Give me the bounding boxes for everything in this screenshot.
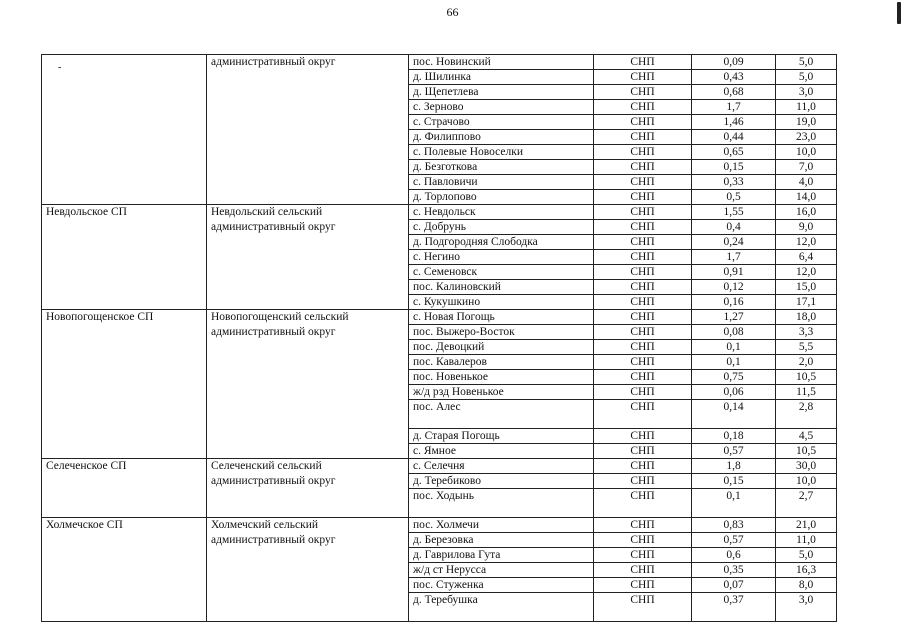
locality-type-cell: СНП xyxy=(594,205,692,220)
area-value-cell: 0,15 xyxy=(692,160,776,175)
distance-value-cell: 5,0 xyxy=(776,548,837,563)
area-value-cell: 0,44 xyxy=(692,130,776,145)
settlement-name-cell: Невдольское СП xyxy=(42,205,207,310)
scan-edge-mark xyxy=(897,2,901,24)
distance-value-cell: 10,0 xyxy=(776,474,837,489)
locality-name-cell: пос. Холмечи xyxy=(409,518,594,533)
locality-name-cell: пос. Алес xyxy=(409,400,594,429)
locality-type-cell: СНП xyxy=(594,548,692,563)
table-row xyxy=(42,55,837,70)
locality-name-cell: пос. Новенькое xyxy=(409,370,594,385)
locality-type-cell: СНП xyxy=(594,310,692,325)
locality-type-cell: СНП xyxy=(594,533,692,548)
area-value-cell: 0,1 xyxy=(692,355,776,370)
distance-value-cell: 14,0 xyxy=(776,190,837,205)
area-value-cell: 0,06 xyxy=(692,385,776,400)
locality-type-cell: СНП xyxy=(594,175,692,190)
locality-type-cell: СНП xyxy=(594,593,692,622)
settlement-name-cell: Селеченское СП xyxy=(42,459,207,518)
area-value-cell: 0,14 xyxy=(692,400,776,429)
distance-value-cell: 10,5 xyxy=(776,444,837,459)
locality-name-cell: д. Березовка xyxy=(409,533,594,548)
area-value-cell: 0,83 xyxy=(692,518,776,533)
locality-type-cell: СНП xyxy=(594,220,692,235)
distance-value-cell: 3,3 xyxy=(776,325,837,340)
locality-name-cell: с. Страчово xyxy=(409,115,594,130)
locality-name-cell: д. Старая Погощь xyxy=(409,429,594,444)
area-value-cell: 1,7 xyxy=(692,100,776,115)
area-value-cell: 0,08 xyxy=(692,325,776,340)
locality-name-cell: д. Филиппово xyxy=(409,130,594,145)
locality-type-cell: СНП xyxy=(594,340,692,355)
settlement-name-cell xyxy=(42,55,207,205)
distance-value-cell: 16,0 xyxy=(776,205,837,220)
locality-type-cell: СНП xyxy=(594,115,692,130)
distance-value-cell: 19,0 xyxy=(776,115,837,130)
area-value-cell: 0,57 xyxy=(692,444,776,459)
locality-type-cell: СНП xyxy=(594,355,692,370)
locality-name-cell: д. Подгородняя Слободка xyxy=(409,235,594,250)
settlements-table xyxy=(41,54,837,622)
area-value-cell: 1,55 xyxy=(692,205,776,220)
settlement-name-cell: Холмечское СП xyxy=(42,518,207,622)
page-number: 66 xyxy=(446,5,459,19)
locality-type-cell: СНП xyxy=(594,190,692,205)
locality-name-cell: пос. Девоцкий xyxy=(409,340,594,355)
distance-value-cell: 17,1 xyxy=(776,295,837,310)
distance-value-cell: 4,5 xyxy=(776,429,837,444)
locality-name-cell: с. Селечня xyxy=(409,459,594,474)
locality-type-cell: СНП xyxy=(594,295,692,310)
locality-type-cell: СНП xyxy=(594,518,692,533)
area-value-cell: 0,12 xyxy=(692,280,776,295)
locality-type-cell: СНП xyxy=(594,130,692,145)
distance-value-cell: 15,0 xyxy=(776,280,837,295)
distance-value-cell: 7,0 xyxy=(776,160,837,175)
distance-value-cell: 11,5 xyxy=(776,385,837,400)
locality-name-cell: пос. Калиновский xyxy=(409,280,594,295)
area-value-cell: 0,43 xyxy=(692,70,776,85)
settlements-table-body xyxy=(42,55,837,622)
locality-name-cell: д. Теребиково xyxy=(409,474,594,489)
locality-name-cell: ж/д рзд Новенькое xyxy=(409,385,594,400)
area-value-cell: 0,37 xyxy=(692,593,776,622)
distance-value-cell: 3,0 xyxy=(776,593,837,622)
locality-name-cell: д. Торлопово xyxy=(409,190,594,205)
locality-type-cell: СНП xyxy=(594,459,692,474)
district-name-cell: Новопогощенский сельский административный округ xyxy=(207,310,409,459)
locality-type-cell: СНП xyxy=(594,474,692,489)
area-value-cell: 0,5 xyxy=(692,190,776,205)
locality-type-cell: СНП xyxy=(594,70,692,85)
distance-value-cell: 2,7 xyxy=(776,489,837,518)
table-row xyxy=(42,459,837,474)
table-row xyxy=(42,205,837,220)
area-value-cell: 0,91 xyxy=(692,265,776,280)
locality-name-cell: с. Невдольск xyxy=(409,205,594,220)
locality-name-cell: д. Гаврилова Гута xyxy=(409,548,594,563)
area-value-cell: 0,18 xyxy=(692,429,776,444)
area-value-cell: 0,4 xyxy=(692,220,776,235)
locality-type-cell: СНП xyxy=(594,429,692,444)
locality-type-cell: СНП xyxy=(594,563,692,578)
area-value-cell: 0,1 xyxy=(692,340,776,355)
locality-name-cell: д. Щепетлева xyxy=(409,85,594,100)
locality-type-cell: СНП xyxy=(594,85,692,100)
area-value-cell: 0,09 xyxy=(692,55,776,70)
area-value-cell: 0,24 xyxy=(692,235,776,250)
stray-dash-mark: - xyxy=(58,62,62,73)
locality-name-cell: с. Павловичи xyxy=(409,175,594,190)
area-value-cell: 1,7 xyxy=(692,250,776,265)
locality-type-cell: СНП xyxy=(594,55,692,70)
distance-value-cell: 11,0 xyxy=(776,100,837,115)
area-value-cell: 0,33 xyxy=(692,175,776,190)
area-value-cell: 1,46 xyxy=(692,115,776,130)
district-name-cell: Селеченский сельский административный округ xyxy=(207,459,409,518)
distance-value-cell: 9,0 xyxy=(776,220,837,235)
locality-name-cell: с. Полевые Новоселки xyxy=(409,145,594,160)
area-value-cell: 1,8 xyxy=(692,459,776,474)
locality-name-cell: пос. Кавалеров xyxy=(409,355,594,370)
area-value-cell: 1,27 xyxy=(692,310,776,325)
distance-value-cell: 5,5 xyxy=(776,340,837,355)
locality-name-cell: д. Безготкова xyxy=(409,160,594,175)
distance-value-cell: 23,0 xyxy=(776,130,837,145)
area-value-cell: 0,07 xyxy=(692,578,776,593)
area-value-cell: 0,68 xyxy=(692,85,776,100)
locality-type-cell: СНП xyxy=(594,100,692,115)
distance-value-cell: 4,0 xyxy=(776,175,837,190)
distance-value-cell: 3,0 xyxy=(776,85,837,100)
distance-value-cell: 18,0 xyxy=(776,310,837,325)
locality-type-cell: СНП xyxy=(594,578,692,593)
locality-name-cell: пос. Новинский xyxy=(409,55,594,70)
table-row xyxy=(42,518,837,533)
locality-name-cell: с. Зерново xyxy=(409,100,594,115)
settlement-name-cell: Новопогощенское СП xyxy=(42,310,207,459)
locality-type-cell: СНП xyxy=(594,325,692,340)
distance-value-cell: 8,0 xyxy=(776,578,837,593)
district-name-cell: Холмечский сельский административный округ xyxy=(207,518,409,622)
distance-value-cell: 11,0 xyxy=(776,533,837,548)
distance-value-cell: 12,0 xyxy=(776,265,837,280)
locality-name-cell: с. Кукушкино xyxy=(409,295,594,310)
table-row xyxy=(42,310,837,325)
locality-name-cell: с. Семеновск xyxy=(409,265,594,280)
locality-name-cell: ж/д ст Нерусса xyxy=(409,563,594,578)
area-value-cell: 0,1 xyxy=(692,489,776,518)
locality-type-cell: СНП xyxy=(594,145,692,160)
locality-type-cell: СНП xyxy=(594,489,692,518)
locality-name-cell: пос. Ходынь xyxy=(409,489,594,518)
distance-value-cell: 10,0 xyxy=(776,145,837,160)
distance-value-cell: 2,0 xyxy=(776,355,837,370)
distance-value-cell: 10,5 xyxy=(776,370,837,385)
distance-value-cell: 16,3 xyxy=(776,563,837,578)
distance-value-cell: 2,8 xyxy=(776,400,837,429)
area-value-cell: 0,15 xyxy=(692,474,776,489)
locality-name-cell: д. Шилинка xyxy=(409,70,594,85)
area-value-cell: 0,16 xyxy=(692,295,776,310)
locality-name-cell: д. Теребушка xyxy=(409,593,594,622)
area-value-cell: 0,57 xyxy=(692,533,776,548)
area-value-cell: 0,65 xyxy=(692,145,776,160)
area-value-cell: 0,75 xyxy=(692,370,776,385)
locality-type-cell: СНП xyxy=(594,250,692,265)
locality-name-cell: с. Добрунь xyxy=(409,220,594,235)
locality-type-cell: СНП xyxy=(594,280,692,295)
locality-name-cell: с. Негино xyxy=(409,250,594,265)
locality-name-cell: пос. Стуженка xyxy=(409,578,594,593)
area-value-cell: 0,35 xyxy=(692,563,776,578)
distance-value-cell: 12,0 xyxy=(776,235,837,250)
locality-name-cell: с. Ямное xyxy=(409,444,594,459)
distance-value-cell: 21,0 xyxy=(776,518,837,533)
locality-type-cell: СНП xyxy=(594,235,692,250)
locality-type-cell: СНП xyxy=(594,385,692,400)
locality-name-cell: пос. Выжеро-Восток xyxy=(409,325,594,340)
locality-type-cell: СНП xyxy=(594,444,692,459)
area-value-cell: 0,6 xyxy=(692,548,776,563)
locality-name-cell: с. Новая Погощь xyxy=(409,310,594,325)
distance-value-cell: 5,0 xyxy=(776,55,837,70)
district-name-cell: административный округ xyxy=(207,55,409,205)
locality-type-cell: СНП xyxy=(594,400,692,429)
locality-type-cell: СНП xyxy=(594,370,692,385)
locality-type-cell: СНП xyxy=(594,160,692,175)
distance-value-cell: 30,0 xyxy=(776,459,837,474)
distance-value-cell: 6,4 xyxy=(776,250,837,265)
locality-type-cell: СНП xyxy=(594,265,692,280)
distance-value-cell: 5,0 xyxy=(776,70,837,85)
district-name-cell: Невдольский сельский административный округ xyxy=(207,205,409,310)
